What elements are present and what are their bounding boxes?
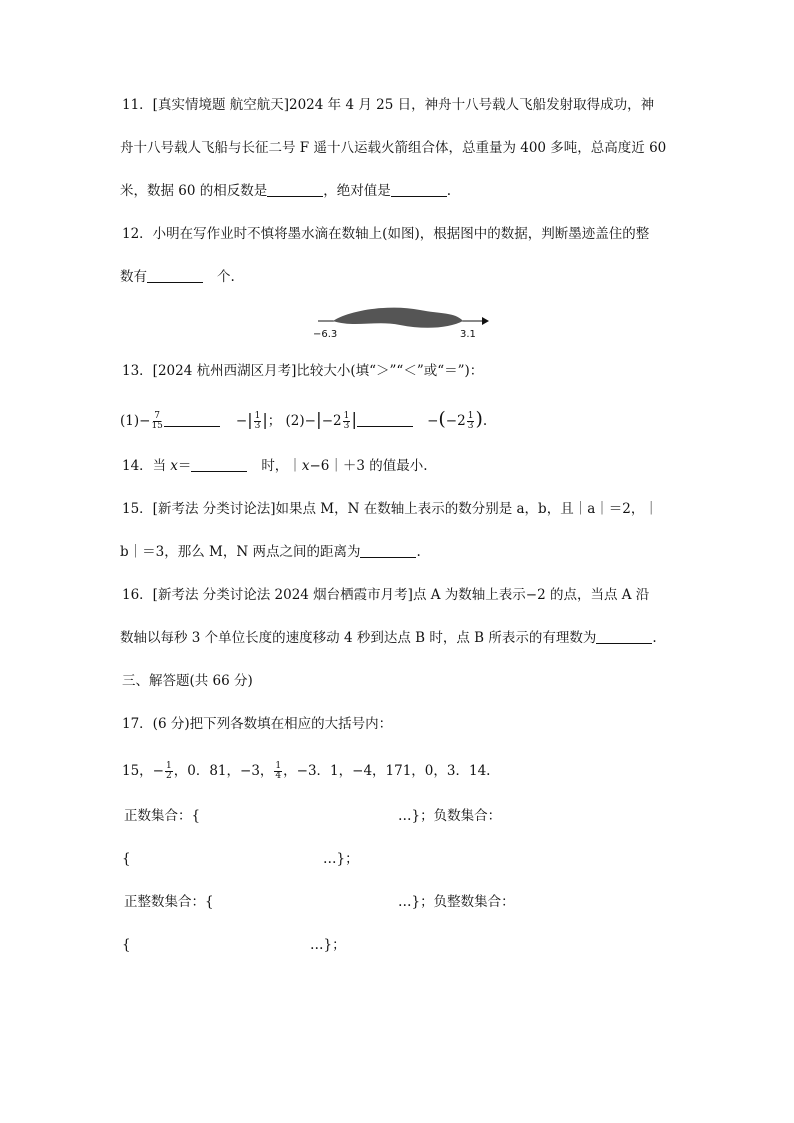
q14-line [122,457,428,475]
answer-blank[interactable] [391,184,447,197]
q17-line1: 17．(6 分)把下列各数填在相应的大括号内： [122,716,393,732]
q13-part: − [235,413,248,429]
q16-part: 数轴以每秒 3 个单位长度的速度移动 4 秒到达点 B 时，点 B 所表示的有理数为 [120,630,597,646]
q14-part: ＝ [177,458,192,474]
answer-blank[interactable] [267,184,323,197]
q12-line2 [120,268,235,286]
q12-text-a: 数有 [120,269,147,285]
q15-line1: 15．[新考法 分类讨论法]如果点 M，N 在数轴上表示的数分别是 a，b，且｜a｜＝2，｜ [122,501,658,517]
q15-part: b｜＝3，那么 M，N 两点之间的距离为 [120,544,361,560]
left-tick-label: −6.3 [313,329,338,340]
fraction: $\frac{1}{2}$ [166,761,172,781]
q13-part: − [427,413,439,429]
negative-integer-set-end: …}； [310,937,346,953]
positive-set-end: …}；负数集合： [398,808,502,824]
answer-blank[interactable] [147,270,203,283]
q11-line2: 舟十八号载人飞船与长征二号 F 遥十八运载火箭组合体，总重量为 400 多吨，总高度近 60 [120,140,667,156]
q13-line1: 13．[2024 杭州西湖区月考]比较大小(填“＞”“＜”或“＝”)： [122,363,484,379]
q11-line3 [120,182,451,200]
positive-integer-set-label: 正整数集合：{ [124,894,214,910]
negative-set-open: { [122,851,131,867]
answer-blank[interactable] [164,414,220,427]
q14-variable: x [301,458,310,474]
q15-line2 [120,543,421,561]
q14-part: 时，｜ [261,458,302,474]
q13-part: −2 [321,413,342,429]
q16-line2 [120,629,657,647]
q17-part: ，0．81，−3， [173,763,274,779]
fraction: $\frac{7}{15}$ [151,411,163,431]
right-tick-label: 3.1 [460,329,476,340]
negative-integer-set-open: { [122,937,131,953]
q13-part: . [482,413,488,429]
section-heading: 三、解答题(共 66 分) [122,673,253,689]
negative-set-end: …}； [323,851,359,867]
fraction: $\frac{1}{3}$ [254,411,261,431]
q16-part: . [652,630,657,646]
q13-line2: (1)− $\frac{7}{15}$ −| $\frac{1}{3}$ |； (2)−|−2 $\frac{1}{3}$ | −(−2 $\frac{1}{3}$ ). [120,408,488,431]
q11-text-a: 米，数据 60 的相反数是 [120,183,268,199]
q11-line1: 11．[真实情境题 航空航天]2024 年 4 月 25 日，神舟十八号载人飞船发射取得成功，神 [122,97,655,113]
answer-blank[interactable] [596,631,652,644]
answer-blank[interactable] [357,414,413,427]
q14-variable: x [170,458,178,474]
q17-part: ，−3．1，−4，171，0，3．14. [283,763,491,779]
answer-blank[interactable] [191,459,247,472]
positive-set-label: 正数集合：{ [124,808,201,824]
fraction: $\frac{1}{3}$ [343,411,350,431]
q13-part: ； (2)− [267,413,316,429]
q14-part: 14．当 [122,458,167,474]
number-line-arrow-icon [482,317,489,325]
q15-part: . [416,544,421,560]
positive-integer-set-end: …}；负整数集合： [398,894,515,910]
q12-line1: 12．小明在写作业时不慎将墨水滴在数轴上(如图)，根据图中的数据，判断墨迹盖住的整 [122,226,650,242]
fraction: $\frac{1}{3}$ [467,411,474,431]
q11-text-c: . [446,183,452,199]
q13-part: −2 [445,413,466,429]
q14-part: −6｜＋3 的值最小. [309,458,428,474]
q16-line1: 16．[新考法 分类讨论法 2024 烟台栖霞市月考]点 A 为数轴上表示−2 的点，当点 A 沿 [122,587,650,603]
q17-part: 15，− [122,763,164,779]
q11-text-b: ，绝对值是 [323,183,391,199]
number-line-figure [0,300,794,360]
q13-part: (1)− [120,413,151,429]
fraction: $\frac{1}{4}$ [275,761,282,781]
q17-numbers [122,760,490,782]
ink-blot [333,308,463,328]
q12-text-b: 个. [217,269,235,285]
answer-blank[interactable] [360,545,416,558]
